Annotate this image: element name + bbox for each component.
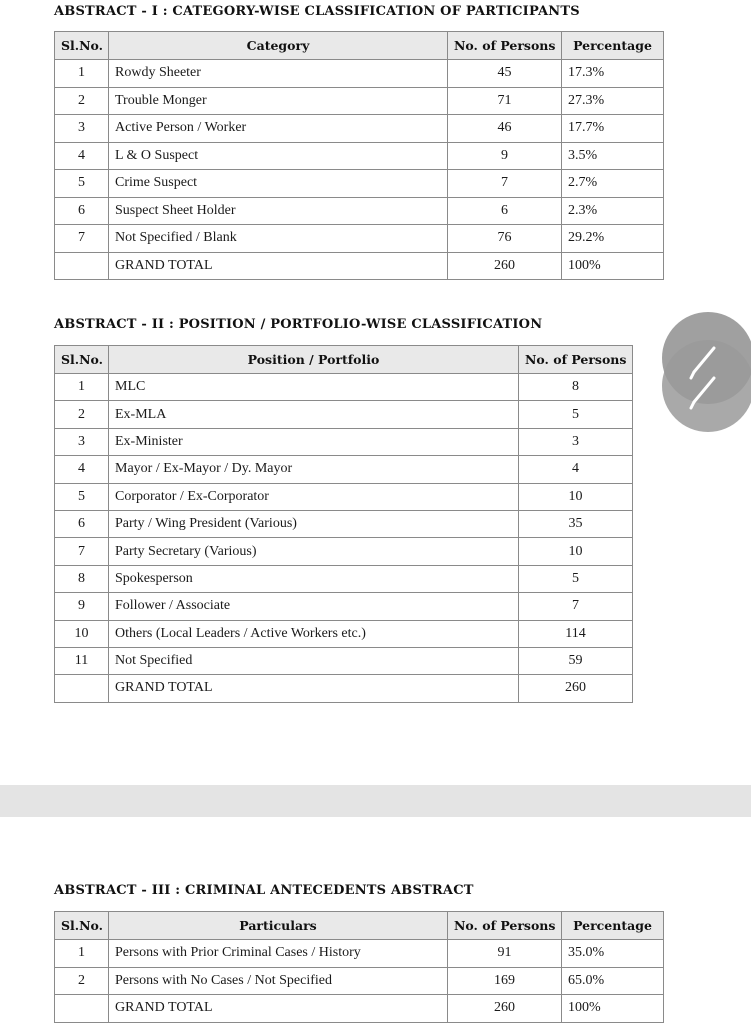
table-cell: 29.2%	[562, 225, 664, 253]
table-row	[55, 197, 664, 225]
table-row	[55, 87, 664, 115]
table-cell: L & O Suspect	[109, 142, 448, 170]
table-row	[55, 967, 664, 995]
table-row	[55, 940, 664, 968]
column-header: Sl.No.	[55, 912, 109, 940]
table-cell: Spokesperson	[109, 565, 519, 592]
table-cell: Crime Suspect	[109, 170, 448, 198]
table-cell: Not Specified	[109, 647, 519, 674]
table-cell: 7	[519, 593, 633, 620]
table-cell: Not Specified / Blank	[109, 225, 448, 253]
table-row	[55, 115, 664, 143]
table-row	[55, 620, 633, 647]
table-cell: Trouble Monger	[109, 87, 448, 115]
table-cell: 100%	[562, 995, 664, 1023]
table-cell: Follower / Associate	[109, 593, 519, 620]
table-row	[55, 374, 633, 401]
table-cell: Party Secretary (Various)	[109, 538, 519, 565]
table-cell: Rowdy Sheeter	[109, 60, 448, 88]
column-header: Particulars	[109, 912, 448, 940]
table-cell: Active Person / Worker	[109, 115, 448, 143]
table-cell: 260	[448, 252, 562, 280]
category-classification-table	[54, 31, 664, 280]
table-cell: 2	[55, 967, 109, 995]
table-cell: 2.3%	[562, 197, 664, 225]
table-row	[55, 647, 633, 674]
table-cell: Suspect Sheet Holder	[109, 197, 448, 225]
column-header: Category	[109, 32, 448, 60]
table-row	[55, 456, 633, 483]
table-cell: Persons with No Cases / Not Specified	[109, 967, 448, 995]
table-cell: 17.3%	[562, 60, 664, 88]
column-header: Sl.No.	[55, 32, 109, 60]
table-row	[55, 401, 633, 428]
column-header: No. of Persons	[448, 912, 562, 940]
edit-button[interactable]	[662, 312, 751, 436]
table-cell: Party / Wing President (Various)	[109, 510, 519, 537]
table-header-row	[55, 912, 664, 940]
table-cell: 169	[448, 967, 562, 995]
table-cell: GRAND TOTAL	[109, 252, 448, 280]
table-cell: 10	[55, 620, 109, 647]
table-cell: 35	[519, 510, 633, 537]
table-cell: 2.7%	[562, 170, 664, 198]
table-row	[55, 565, 633, 592]
table-cell: 7	[448, 170, 562, 198]
page-gap-band	[0, 785, 751, 817]
table-cell: 4	[55, 142, 109, 170]
table-cell: 9	[55, 593, 109, 620]
table-cell: 1	[55, 940, 109, 968]
column-header: No. of Persons	[519, 346, 633, 374]
table-cell: Persons with Prior Criminal Cases / History	[109, 940, 448, 968]
table-cell: 11	[55, 647, 109, 674]
table-row	[55, 510, 633, 537]
table-cell: GRAND TOTAL	[109, 675, 519, 702]
table-cell: 59	[519, 647, 633, 674]
table-cell: 260	[519, 675, 633, 702]
table-cell: 9	[448, 142, 562, 170]
table-cell: 27.3%	[562, 87, 664, 115]
table-row	[55, 225, 664, 253]
table-row	[55, 593, 633, 620]
table-cell: 45	[448, 60, 562, 88]
table-row	[55, 60, 664, 88]
table-cell: 1	[55, 60, 109, 88]
table-row	[55, 538, 633, 565]
table-cell: Corporator / Ex-Corporator	[109, 483, 519, 510]
table-row	[55, 483, 633, 510]
table-cell: 17.7%	[562, 115, 664, 143]
table-cell: 260	[448, 995, 562, 1023]
column-header: Position / Portfolio	[109, 346, 519, 374]
table-cell: 5	[55, 170, 109, 198]
table-cell: 6	[55, 510, 109, 537]
table-cell: 4	[55, 456, 109, 483]
table-cell: 7	[55, 538, 109, 565]
table-cell: 46	[448, 115, 562, 143]
grand-total-row	[55, 995, 664, 1023]
position-classification-table	[54, 345, 633, 703]
table-row	[55, 170, 664, 198]
table-cell: 8	[55, 565, 109, 592]
table-cell: Mayor / Ex-Mayor / Dy. Mayor	[109, 456, 519, 483]
table-cell: 3.5%	[562, 142, 664, 170]
table-cell: 5	[519, 565, 633, 592]
abstract-1-title: ABSTRACT - I : CATEGORY-WISE CLASSIFICATION OF PARTICIPANTS	[54, 4, 580, 19]
table-cell	[55, 995, 109, 1023]
table-cell: 76	[448, 225, 562, 253]
table-cell: 2	[55, 401, 109, 428]
table-cell: 1	[55, 374, 109, 401]
table-row	[55, 428, 633, 455]
table-cell: Ex-MLA	[109, 401, 519, 428]
table-row	[55, 142, 664, 170]
table-cell: 4	[519, 456, 633, 483]
column-header: Sl.No.	[55, 346, 109, 374]
table-cell: GRAND TOTAL	[109, 995, 448, 1023]
table-cell: 2	[55, 87, 109, 115]
table-cell: 35.0%	[562, 940, 664, 968]
table-cell: 10	[519, 483, 633, 510]
table-cell: 3	[55, 115, 109, 143]
criminal-antecedents-table	[54, 911, 664, 1023]
column-header: No. of Persons	[448, 32, 562, 60]
grand-total-row	[55, 252, 664, 280]
grand-total-row	[55, 675, 633, 702]
column-header: Percentage	[562, 32, 664, 60]
table-header-row	[55, 32, 664, 60]
table-cell: 6	[448, 197, 562, 225]
table-cell: 3	[55, 428, 109, 455]
table-cell: Ex-Minister	[109, 428, 519, 455]
table-cell: 10	[519, 538, 633, 565]
pencil-icon	[684, 372, 724, 412]
table-cell: 5	[55, 483, 109, 510]
table-cell: Others (Local Leaders / Active Workers etc.)	[109, 620, 519, 647]
table-cell: 6	[55, 197, 109, 225]
table-cell: 65.0%	[562, 967, 664, 995]
table-cell: 71	[448, 87, 562, 115]
abstract-3-title: ABSTRACT - III : CRIMINAL ANTECEDENTS ABSTRACT	[54, 883, 474, 898]
table-cell: 7	[55, 225, 109, 253]
table-cell: 114	[519, 620, 633, 647]
table-header-row	[55, 346, 633, 374]
table-cell: 100%	[562, 252, 664, 280]
table-cell: 5	[519, 401, 633, 428]
table-cell: 8	[519, 374, 633, 401]
table-cell	[55, 675, 109, 702]
table-cell: 3	[519, 428, 633, 455]
column-header: Percentage	[562, 912, 664, 940]
abstract-2-title: ABSTRACT - II : POSITION / PORTFOLIO-WISE CLASSIFICATION	[54, 317, 543, 332]
table-cell	[55, 252, 109, 280]
table-cell: MLC	[109, 374, 519, 401]
table-cell: 91	[448, 940, 562, 968]
